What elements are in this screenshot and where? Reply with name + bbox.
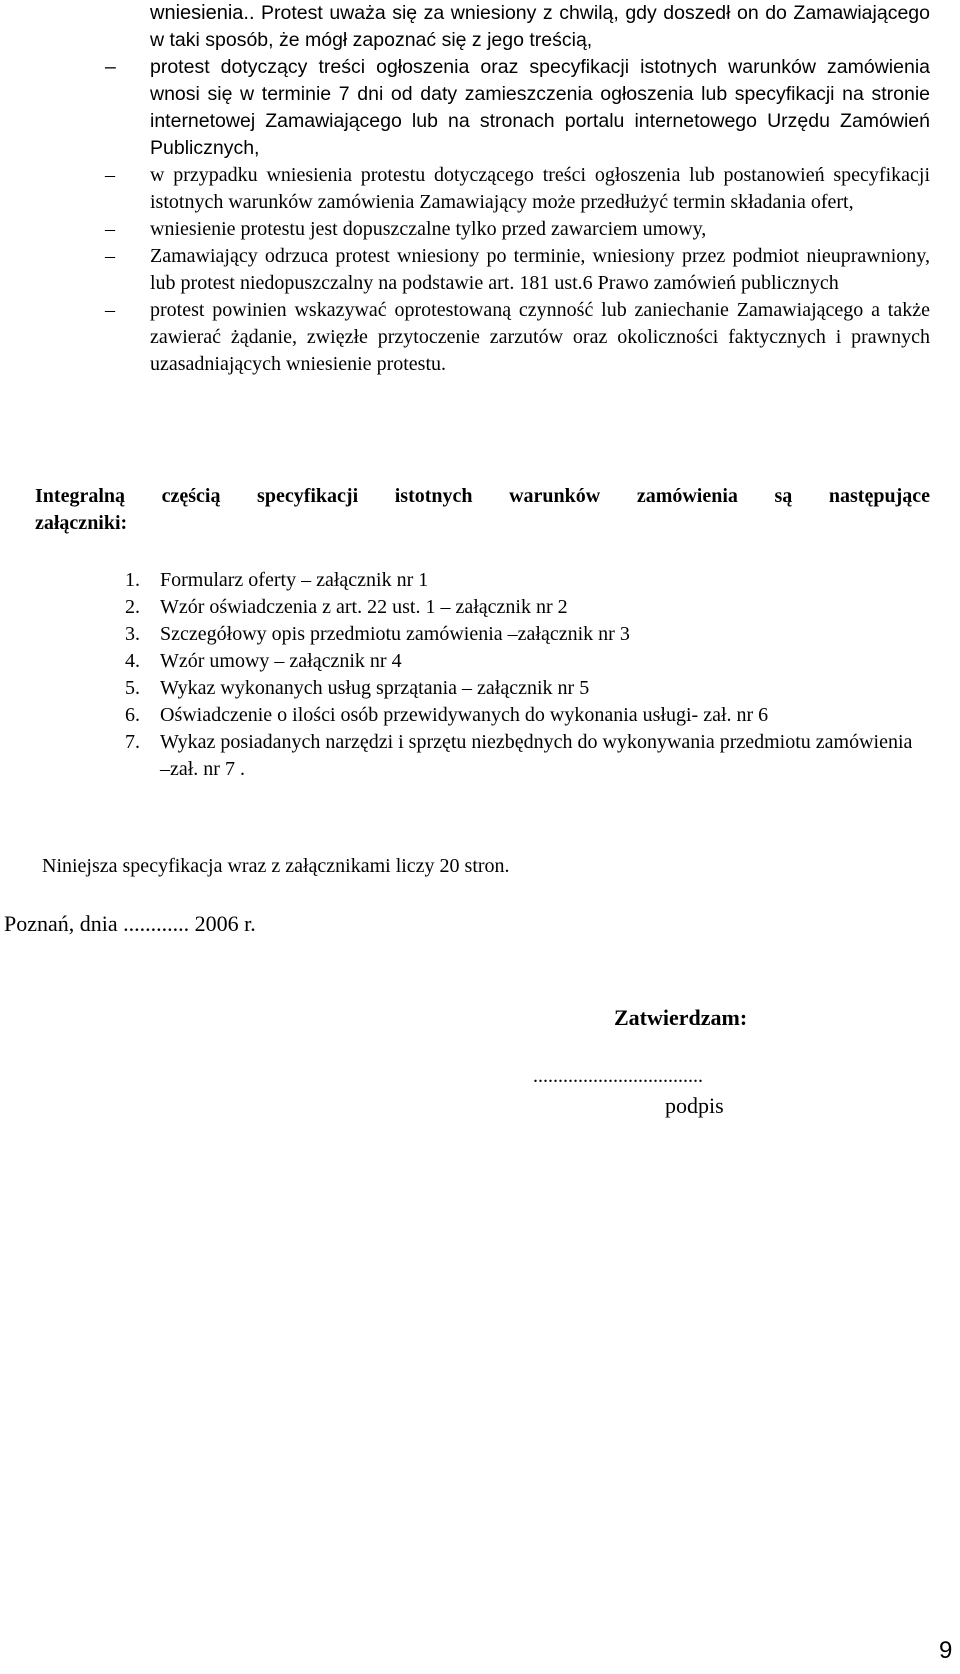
attachment-text: Szczegółowy opis przedmiotu zamówienia –załącznik nr 3 <box>160 623 630 645</box>
signature-line: .................................. <box>533 1065 703 1087</box>
attachment-number: 7. <box>125 731 140 753</box>
intro-text: Protest uważa się za wniesiony z chwilą, gdy doszedł on do Zamawiającego w taki sposób, że mógł zapoznać się z jego treścią, <box>150 2 930 51</box>
list-item-text: w przypadku wniesienia protestu dotyczącego treści ogłoszenia lub postanowień specyfikacji istotnych warunków zamówienia Zamawiający może przedłużyć termin składania ofert, <box>150 164 930 213</box>
list-item <box>105 243 930 297</box>
signature-label: podpis <box>665 1093 724 1118</box>
attachment-number: 5. <box>125 677 140 699</box>
attachment-number: 2. <box>125 596 140 618</box>
attachment-item <box>105 567 925 594</box>
dash-bullet-icon: – <box>105 299 115 321</box>
list-item-text: wniesienie protestu jest dopuszczalne tylko przed zawarciem umowy, <box>150 218 707 240</box>
attachment-text: Formularz oferty – załącznik nr 1 <box>160 569 429 591</box>
place-date: Poznań, dnia ............ 2006 r. <box>4 911 256 936</box>
attachment-item <box>105 621 925 648</box>
attachments-heading <box>35 483 930 537</box>
dash-bullet-icon: – <box>105 164 115 186</box>
list-item <box>105 216 930 243</box>
attachments-list <box>105 567 925 783</box>
attachments-heading-line1: Integralną częścią specyfikacji istotnych warunków zamówienia są następujące <box>35 485 930 507</box>
attachment-text: Wzór umowy – załącznik nr 4 <box>160 650 402 672</box>
attachment-item <box>105 594 925 621</box>
attachment-number: 4. <box>125 650 140 672</box>
page-count-note: Niniejsza specyfikacja wraz z załącznikami liczy 20 stron. <box>42 855 510 877</box>
attachment-item <box>105 729 925 783</box>
attachment-text: Wykaz wykonanych usług sprzątania – załącznik nr 5 <box>160 677 590 699</box>
attachments-heading-line2: załączniki: <box>35 512 128 534</box>
intro-first-word: wniesienia.. <box>150 2 255 24</box>
attachment-number: 6. <box>125 704 140 726</box>
list-item-text: protest powinien wskazywać oprotestowaną czynność lub zaniechanie Zamawiającego a także zawierać żądanie, zwięzłe przytoczenie zarzutów oraz okoliczności faktycznych i prawnych uzasadniających wniesienie protestu. <box>150 299 930 375</box>
attachment-number: 3. <box>125 623 140 645</box>
list-item-text: Zamawiający odrzuca protest wniesiony po terminie, wniesiony przez podmiot nieuprawniony, lub protest niedopuszczalny na podstawie art. 181 ust.6 Prawo zamówień publicznych <box>150 245 930 294</box>
list-item <box>105 162 930 216</box>
dash-bullet-icon: – <box>105 245 115 267</box>
protest-rules-list <box>105 27 930 378</box>
attachment-text: Wykaz posiadanych narzędzi i sprzętu niezbędnych do wykonywania przedmiotu zamówienia –zał. nr 7 . <box>160 731 913 780</box>
attachment-number: 1. <box>125 569 140 591</box>
approval-label: Zatwierdzam: <box>614 1005 748 1030</box>
dash-bullet-icon: – <box>105 218 115 240</box>
dash-bullet-icon: – <box>105 56 116 78</box>
page-number: 9 <box>939 1637 953 1664</box>
attachment-text: Wzór oświadczenia z art. 22 ust. 1 – załącznik nr 2 <box>160 596 568 618</box>
list-item <box>105 54 930 162</box>
attachment-item <box>105 702 925 729</box>
attachment-item <box>105 648 925 675</box>
attachment-item <box>105 675 925 702</box>
attachment-text: Oświadczenie o ilości osób przewidywanych do wykonania usługi- zał. nr 6 <box>160 704 769 726</box>
list-item <box>105 297 930 378</box>
list-item-text: protest dotyczący treści ogłoszenia oraz specyfikacji istotnych warunków zamówienia wnosi się w terminie 7 dni od daty zamieszczenia ogłoszenia lub specyfikacji na stronie internetowej Zamawiającego lub na stronach portalu internetowego Urzędu Zamówień Publicznych, <box>150 56 930 159</box>
